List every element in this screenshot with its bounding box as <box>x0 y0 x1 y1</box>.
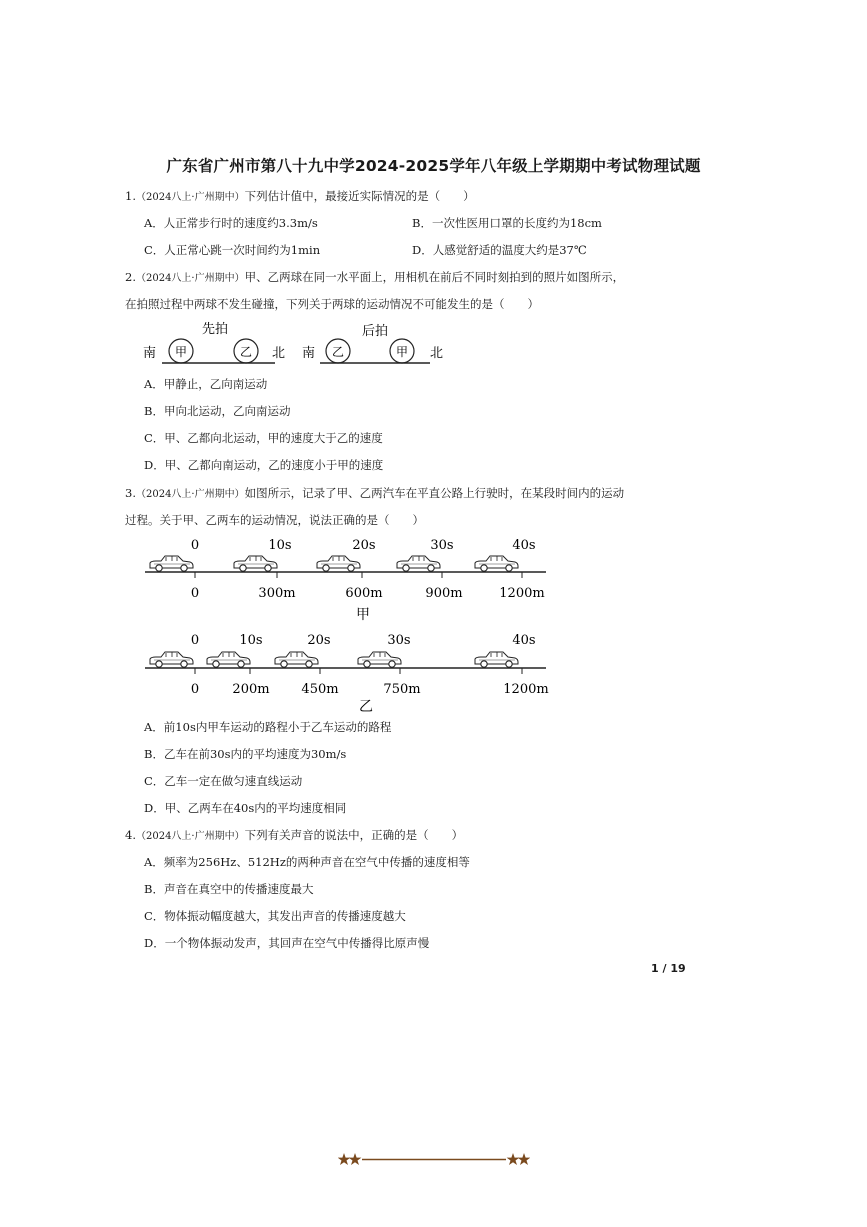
question-1-option-d[interactable]: D．人感觉舒适的温度大约是37℃ <box>412 243 587 257</box>
svg-text:甲: 甲 <box>175 345 188 359</box>
car-a-car-1 <box>234 556 277 571</box>
car-b-label: 乙 <box>359 699 373 715</box>
car-a-time-label: 30s <box>430 538 454 553</box>
svg-text:乙: 乙 <box>240 345 253 359</box>
car-b-time-label: 10s <box>239 633 263 648</box>
question-3-stem: 3.（2024八上·广州期中）如图所示，记录了甲、乙两汽车在平直公路上行驶时，在某段时间内的运动 <box>125 486 625 500</box>
car-a-time-label: 20s <box>352 538 376 553</box>
car-a-distance-label: 600m <box>345 586 383 601</box>
svg-text:甲: 甲 <box>396 345 409 359</box>
svg-text:乙: 乙 <box>332 345 345 359</box>
car-a-distance-label: 1200m <box>499 586 545 601</box>
question-4-option-d[interactable]: D．一个物体振动发声，其回声在空气中传播得比原声慢 <box>144 936 430 950</box>
question-1-stem: 1.（2024八上·广州期中）下列估计值中，最接近实际情况的是（ ） <box>125 189 475 203</box>
car-b-distance-label: 450m <box>301 682 339 697</box>
car-a-car-0 <box>150 556 193 571</box>
question-2-option-a[interactable]: A．甲静止，乙向南运动 <box>144 377 268 391</box>
question-4-option-a[interactable]: A．频率为256Hz、512Hz的两种声音在空气中传播的速度相等 <box>144 855 470 869</box>
car-b-time-label: 20s <box>307 633 331 648</box>
question-4-option-c[interactable]: C．物体振动幅度越大，其发出声音的传播速度越大 <box>144 909 406 923</box>
car-a-car-4 <box>475 556 518 571</box>
car-b-car-3 <box>358 652 401 667</box>
question-3-figure <box>140 530 560 719</box>
question-3-option-c[interactable]: C．乙车一定在做匀速直线运动 <box>144 774 303 788</box>
car-a-distance-label: 0 <box>190 586 200 601</box>
car-a-distance-label: 900m <box>425 586 463 601</box>
car-b-distance-label: 0 <box>190 682 200 697</box>
car-b-car-4 <box>475 652 518 667</box>
car-a-time-label: 40s <box>512 538 536 553</box>
question-4-option-b[interactable]: B．声音在真空中的传播速度最大 <box>144 882 314 896</box>
car-b-car-2 <box>275 652 318 667</box>
south-label-2: 南 <box>302 346 316 361</box>
car-b-distance-label: 1200m <box>503 682 549 697</box>
page-number: 1 / 19 <box>651 962 686 975</box>
north-label-2: 北 <box>430 346 444 361</box>
question-2-figure <box>140 318 460 374</box>
north-label-1: 北 <box>272 346 286 361</box>
question-2-stem: 2.（2024八上·广州期中）甲、乙两球在同一水平面上，用相机在前后不同时刻拍到的照片如图所示， <box>125 270 625 284</box>
car-b-car-0 <box>150 652 193 667</box>
question-1-option-c[interactable]: C．人正常心跳一次时间约为1min <box>144 243 321 257</box>
car-a-car-2 <box>317 556 360 571</box>
question-3-option-b[interactable]: B．乙车在前30s内的平均速度为30m/s <box>144 747 347 761</box>
car-a-car-3 <box>397 556 440 571</box>
car-b-time-label: 30s <box>387 633 411 648</box>
car-b-distance-label: 200m <box>232 682 270 697</box>
page-title: 广东省广州市第八十九中学2024-2025学年八年级上学期期中考试物理试题 <box>166 157 701 175</box>
car-a-time-label: 0 <box>190 538 200 553</box>
caption-after: 后拍 <box>362 324 389 339</box>
car-b-time-label: 0 <box>190 633 200 648</box>
question-3-option-d[interactable]: D．甲、乙两车在40s内的平均速度相同 <box>144 801 347 815</box>
car-a-distance-label: 300m <box>258 586 296 601</box>
footer-ornament <box>338 1150 530 1174</box>
star-icon <box>507 1153 530 1165</box>
question-4-stem: 4.（2024八上·广州期中）下列有关声音的说法中，正确的是（ ） <box>125 828 464 842</box>
question-2-option-c[interactable]: C．甲、乙都向北运动，甲的速度大于乙的速度 <box>144 431 383 445</box>
car-a-label: 甲 <box>356 607 370 623</box>
question-1-option-a[interactable]: A．人正常步行时的速度约3.3m/s <box>144 216 318 230</box>
car-b-time-label: 40s <box>512 633 536 648</box>
question-2-option-d[interactable]: D．甲、乙都向南运动，乙的速度小于甲的速度 <box>144 458 384 472</box>
star-icon <box>338 1153 361 1165</box>
question-2-option-b[interactable]: B．甲向北运动，乙向南运动 <box>144 404 291 418</box>
question-3-option-a[interactable]: A．前10s内甲车运动的路程小于乙车运动的路程 <box>144 720 392 734</box>
car-a-time-label: 10s <box>268 538 292 553</box>
question-3-stem-line-2: 过程。关于甲、乙两车的运动情况，说法正确的是（ ） <box>125 513 424 527</box>
car-b-car-1 <box>207 652 250 667</box>
south-label-1: 南 <box>143 346 157 361</box>
car-b-distance-label: 750m <box>383 682 421 697</box>
question-1-option-b[interactable]: B．一次性医用口罩的长度约为18cm <box>412 216 602 230</box>
caption-before: 先拍 <box>202 322 229 337</box>
question-2-stem-line-2: 在拍照过程中两球不发生碰撞，下列关于两球的运动情况不可能发生的是（ ） <box>125 297 539 311</box>
